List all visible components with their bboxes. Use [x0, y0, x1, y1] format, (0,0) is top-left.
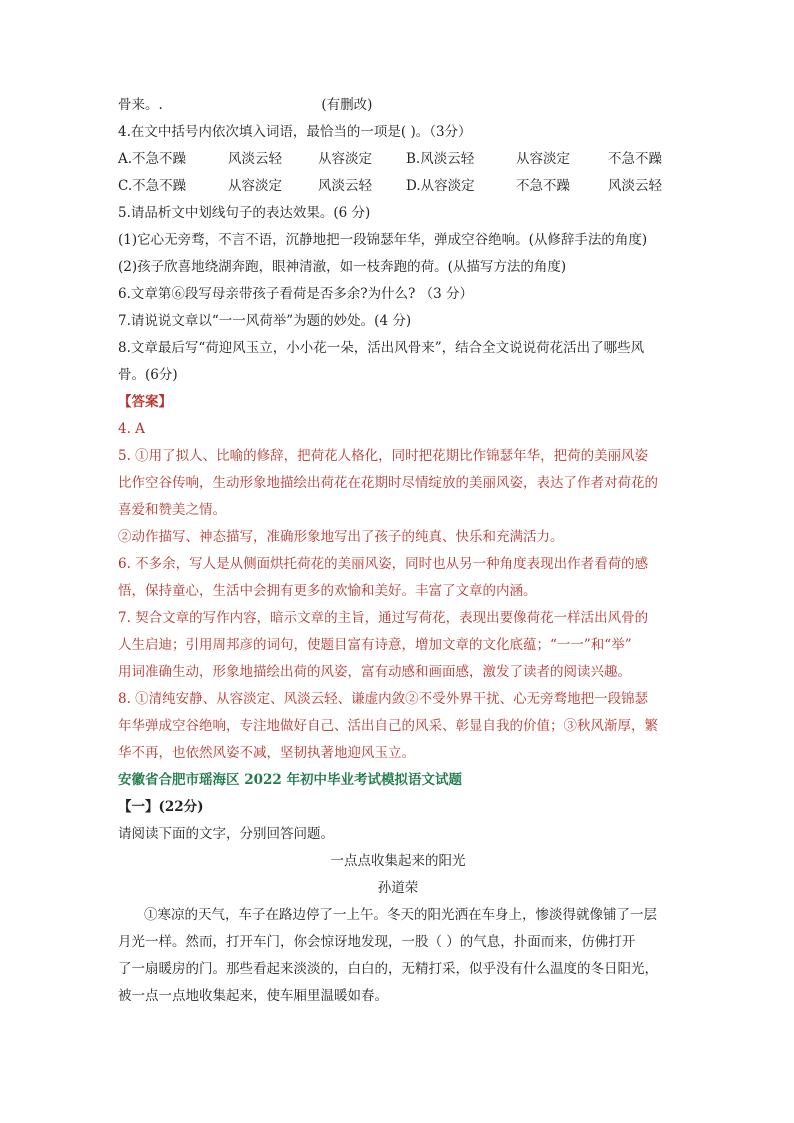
answer-8-line-2: 年华弹成空谷绝响，专注地做好自己、活出自己的风采、彰显自我的价值；③秋风渐厚，繁 [118, 718, 658, 734]
question-7: 7.请说说文章以“一一风荷举”为题的妙处。(4 分) [118, 313, 412, 329]
option-c-2: 从容淡定 [228, 178, 282, 194]
exam-title: 安徽省合肥市瑶海区 2022 年初中毕业考试模拟语文试题 [118, 772, 462, 788]
option-d-2: 不急不躁 [516, 178, 570, 194]
answer-8-line-3: 华不再，也依然风姿不减，坚韧执著地迎风玉立。 [118, 745, 415, 761]
paragraph-1-line-3: 了一扇暖房的门。那些看起来淡淡的，白白的，无精打采，似乎没有什么温度的冬日阳光， [118, 961, 658, 977]
answer-heading: 【答案】 [118, 394, 172, 410]
option-b-1: B.风淡云轻 [406, 151, 475, 167]
answer-5-line-1: 5. ①用了拟人、比喻的修辞，把荷花人格化，同时把花期比作锦瑟年华，把荷的美丽风姿 [118, 448, 649, 464]
option-a-1: A.不急不躁 [118, 151, 187, 167]
paragraph-1-line-2: 月光一样。然而，打开车门，你会惊讶地发现，一股（ ）的气息，扑面而来，仿佛打开 [118, 934, 636, 950]
answer-4: 4. A [118, 421, 145, 437]
option-b-3: 不急不躁 [608, 151, 662, 167]
answer-5-line-4: ②动作描写、神态描写，准确形象地写出了孩子的纯真、快乐和充满活力。 [118, 529, 564, 545]
option-d-3: 风淡云轻 [608, 178, 662, 194]
article-end-line [118, 92, 678, 119]
question-4: 4.在文中括号内依次填入词语，最恰当的一项是( )。（3分） [118, 124, 472, 140]
option-c-3: 风淡云轻 [318, 178, 372, 194]
answer-7-line-1: 7. 契合文章的写作内容，暗示文章的主旨，通过写荷花，表现出要像荷花一样活出风骨的 [118, 610, 649, 626]
article-end-text: 骨来。. [118, 97, 163, 113]
answer-5-line-3: 喜爱和赞美之情。 [118, 502, 226, 518]
paragraph-1-line-4: 被一点一点地收集起来，使车厢里温暖如春。 [118, 988, 388, 1004]
reading-instruction: 请阅读下面的文字，分别回答问题。 [118, 826, 334, 842]
answer-5-line-2: 比作空谷传响，生动形象地描绘出荷花在花期时尽情绽放的美丽风姿，表达了作者对荷花的 [118, 475, 658, 491]
answer-8-line-1: 8. ①清纯安静、从容淡定、风淡云轻、谦虚内敛②不受外界干扰、心无旁骛地把一段锦瑟 [118, 691, 649, 707]
question-5-2: (2)孩子欣喜地绕湖奔跑，眼神清澈，如一枝奔跑的荷。(从描写方法的角度) [118, 259, 567, 275]
answer-6-line-1: 6. 不多余，写人是从侧面烘托荷花的美丽风姿，同时也从另一种角度表现出作者看荷的感 [118, 556, 649, 572]
paragraph-1-line-1: ①寒凉的天气，车子在路边停了一上午。冬天的阳光洒在车身上，惨淡得就像铺了一层 [144, 907, 657, 923]
option-row-cd [118, 173, 678, 200]
answer-7-line-2: 人生启迪；引用周邦彦的词句，使题目富有诗意，增加文章的文化底蕴；“一一”和“举” [118, 637, 632, 653]
option-a-3: 从容淡定 [318, 151, 372, 167]
option-row-ab [118, 146, 678, 173]
option-a-2: 风淡云轻 [228, 151, 282, 167]
article-title: 一点点收集起来的阳光 [330, 853, 466, 869]
revision-note: (有删改) [321, 97, 373, 113]
document-page [118, 92, 678, 1010]
option-b-2: 从容淡定 [516, 151, 570, 167]
question-6: 6.文章第⑥段写母亲带孩子看荷是否多余?为什么? （3 分） [118, 286, 474, 302]
question-5: 5.请品析文中划线句子的表达效果。(6 分) [118, 205, 371, 221]
article-author: 孙道荣 [377, 880, 419, 896]
answer-7-line-3: 用词准确生动，形象地描绘出荷的风姿，富有动感和画面感，激发了读者的阅读兴趣。 [118, 664, 631, 680]
section-heading: 【一】(22分) [118, 799, 204, 815]
question-5-1: (1)它心无旁骛，不言不语，沉静地把一段锦瑟年华，弹成空谷绝响。(从修辞手法的角度) [118, 232, 648, 248]
answer-6-line-2: 悟，保持童心，生活中会拥有更多的欢愉和美好。丰富了文章的内涵。 [118, 583, 537, 599]
question-8-line-1: 8.文章最后写“荷迎风玉立，小小花一朵，活出风骨来”，结合全文说说荷花活出了哪些风 [118, 340, 645, 356]
question-8-line-2: 骨。(6分) [118, 367, 178, 383]
option-c-1: C.不急不躁 [118, 178, 187, 194]
option-d-1: D.从容淡定 [406, 178, 475, 194]
